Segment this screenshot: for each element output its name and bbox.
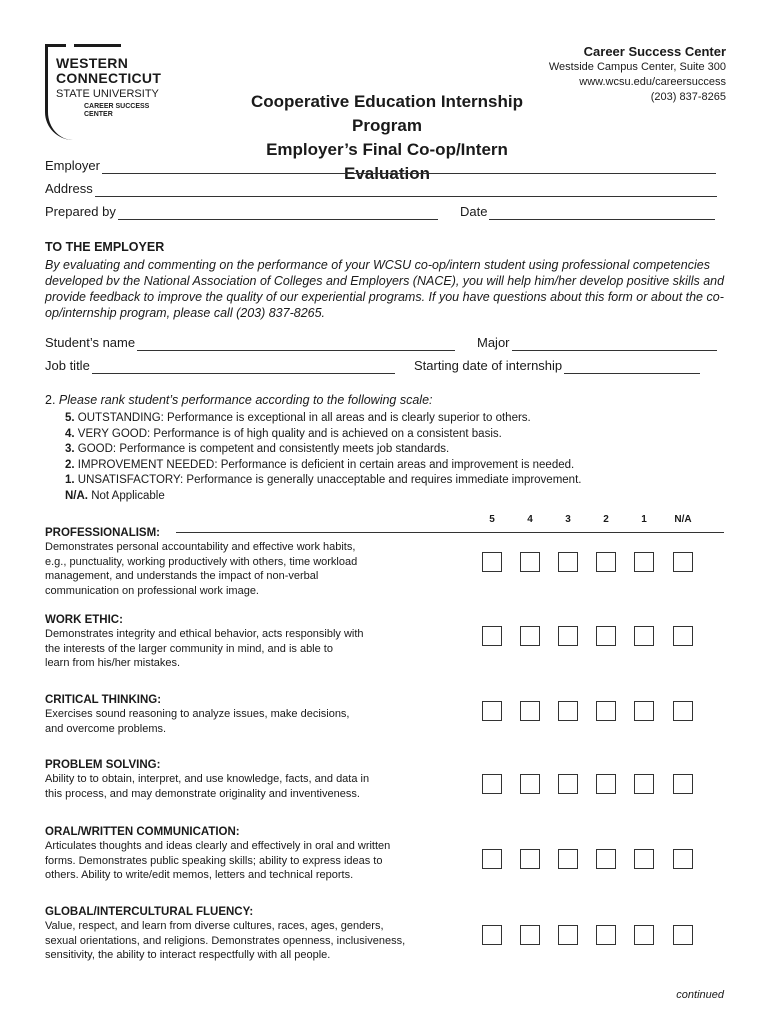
scale-code: 5. (65, 412, 75, 424)
category-problem-solving (45, 758, 475, 801)
rating-checkbox-1[interactable] (634, 774, 654, 794)
category-title: ORAL/WRITTEN COMMUNICATION: (45, 826, 240, 838)
rating-checkbox-2[interactable] (596, 626, 616, 646)
category-critical-thinking (45, 693, 475, 736)
contact-url[interactable]: www.wcsu.edu/careersuccess (579, 76, 726, 88)
rating-checkbox-3[interactable] (558, 552, 578, 572)
major-line[interactable] (512, 339, 717, 351)
category-work-ethic (45, 613, 475, 671)
category-desc-line: e.g., punctuality, working productively with others, time workload (45, 555, 358, 568)
category-desc-line: sexual orientations, and religions. Demonstrates openness, inclusiveness, (45, 934, 406, 947)
student-name-line[interactable] (137, 339, 455, 351)
rating-checkbox-3[interactable] (558, 626, 578, 646)
category-desc-line: sensitivity, the ability to interact respectfully with all people. (45, 949, 331, 961)
address-line[interactable] (95, 185, 717, 197)
category-title: CRITICAL THINKING: (45, 694, 162, 706)
ranking-instruction-text: Please rank student’s performance according to the following scale: (58, 393, 433, 407)
address-label: Address (45, 181, 93, 196)
category-desc-line: the interests of the larger community in mind, and is able to (45, 642, 333, 655)
rating-checkbox-na[interactable] (673, 925, 693, 945)
contact-block (549, 44, 726, 105)
rating-checkbox-na[interactable] (673, 626, 693, 646)
start-date-line[interactable] (564, 362, 700, 374)
contact-phone: (203) 837-8265 (650, 91, 726, 103)
rating-checkbox-3[interactable] (558, 774, 578, 794)
rating-checkbox-4[interactable] (520, 925, 540, 945)
category-title: PROFESSIONALISM: (45, 527, 161, 539)
category-title: PROBLEM SOLVING: (45, 759, 161, 771)
category-communication (45, 825, 475, 883)
rating-checkbox-5[interactable] (482, 626, 502, 646)
employer-line[interactable] (102, 162, 716, 174)
continued-label: continued (676, 989, 724, 1001)
rating-checkbox-2[interactable] (596, 849, 616, 869)
major-field[interactable] (477, 335, 717, 351)
prepared-by-field[interactable] (45, 204, 438, 220)
job-title-label: Job title (45, 358, 90, 373)
rating-checkbox-1[interactable] (634, 626, 654, 646)
category-desc-line: communication on professional work image. (45, 584, 259, 597)
rating-checkbox-2[interactable] (596, 925, 616, 945)
rating-checkbox-3[interactable] (558, 701, 578, 721)
rating-scale (65, 411, 581, 504)
category-desc-line: others. Ability to write/edit memos, letters and technical reports. (45, 869, 354, 881)
rating-checkbox-5[interactable] (482, 774, 502, 794)
rating-checkbox-na[interactable] (673, 701, 693, 721)
employer-label: Employer (45, 158, 100, 173)
category-desc-line: Value, respect, and learn from diverse cultures, races, ages, genders, (45, 920, 384, 932)
rating-checkbox-4[interactable] (520, 774, 540, 794)
category-desc-line: forms. Demonstrates public speaking skills; ability to express ideas to (45, 854, 383, 867)
column-heading-1: 1 (641, 514, 647, 525)
start-date-field[interactable] (414, 358, 700, 374)
logo-text-state-university: STATE UNIVERSITY (56, 88, 159, 100)
rating-checkbox-1[interactable] (634, 552, 654, 572)
employer-field[interactable] (45, 158, 716, 174)
scale-item (65, 427, 581, 443)
scale-text: IMPROVEMENT NEEDED: Performance is deficient in certain areas and improvement is needed. (77, 458, 575, 471)
rating-checkbox-na[interactable] (673, 849, 693, 869)
student-name-label: Student’s name (45, 335, 136, 350)
rating-checkbox-4[interactable] (520, 849, 540, 869)
date-field[interactable] (460, 204, 715, 220)
scale-text: VERY GOOD: Performance is of high quality and is achieved on a consistent basis. (77, 427, 502, 440)
scale-code: N/A. (65, 489, 88, 502)
ranking-number: 2. (45, 393, 56, 407)
scale-item (65, 473, 581, 489)
scale-code: 4. (65, 427, 75, 440)
rating-checkbox-1[interactable] (634, 849, 654, 869)
scale-item (65, 411, 581, 427)
start-date-label: Starting date of internship (414, 358, 563, 373)
category-professionalism (45, 526, 475, 598)
rating-checkbox-5[interactable] (482, 701, 502, 721)
rating-checkbox-5[interactable] (482, 849, 502, 869)
rating-checkbox-2[interactable] (596, 774, 616, 794)
rating-checkbox-2[interactable] (596, 701, 616, 721)
scale-text: GOOD: Performance is competent and consistently meets job standards. (77, 443, 450, 455)
rating-checkbox-3[interactable] (558, 925, 578, 945)
prepared-by-label: Prepared by (45, 204, 116, 219)
category-desc-line: Articulates thoughts and ideas clearly and effectively in oral and written (45, 840, 391, 852)
rating-checkbox-na[interactable] (673, 774, 693, 794)
scale-text: Not Applicable (91, 489, 165, 502)
logo-text-connecticut: CONNECTICUT (56, 70, 162, 86)
scale-text: OUTSTANDING: Performance is exceptional in all areas and is clearly superior to others. (77, 412, 531, 424)
title-line-1: Cooperative Education Internship Program (250, 92, 524, 135)
rating-checkbox-3[interactable] (558, 849, 578, 869)
category-desc-line: this process, and may demonstrate originality and inventiveness. (45, 787, 360, 800)
rating-checkbox-5[interactable] (482, 925, 502, 945)
rating-checkbox-2[interactable] (596, 552, 616, 572)
rating-checkbox-5[interactable] (482, 552, 502, 572)
title-line-2: Employer’s Final Co-op/Intern Evaluation (266, 140, 508, 183)
job-title-field[interactable] (45, 358, 395, 374)
logo-notch (66, 42, 74, 49)
category-desc-line: management, and understands the impact of non-verbal (45, 570, 319, 582)
rating-checkbox-4[interactable] (520, 626, 540, 646)
date-label: Date (460, 204, 488, 219)
category-global-fluency (45, 905, 475, 963)
rating-checkbox-na[interactable] (673, 552, 693, 572)
scale-code: 2. (65, 458, 75, 471)
category-desc-line: Demonstrates personal accountability and effective work habits, (45, 541, 356, 553)
scale-text: UNSATISFACTORY: Performance is generally unacceptable and requires immediate improvement. (77, 474, 582, 486)
contact-address: Westside Campus Center, Suite 300 (548, 61, 726, 73)
scale-code: 1. (65, 474, 75, 486)
column-heading-4: 4 (527, 514, 533, 525)
category-desc-line: and overcome problems. (45, 722, 167, 735)
scale-item (65, 489, 581, 505)
scale-item (65, 442, 581, 458)
date-line[interactable] (489, 208, 715, 220)
category-desc-line: Demonstrates integrity and ethical behavior, acts responsibly with (45, 628, 364, 640)
logo-text-western: WESTERN (56, 55, 129, 71)
to-employer-heading: TO THE EMPLOYER (45, 240, 165, 254)
ranking-instruction (45, 393, 433, 407)
scale-code: 3. (65, 443, 75, 455)
rating-checkbox-1[interactable] (634, 701, 654, 721)
job-title-line[interactable] (92, 362, 395, 374)
major-label: Major (477, 335, 510, 350)
logo-text-career-success: CAREER SUCCESS (84, 103, 150, 110)
category-desc-line: Exercises sound reasoning to analyze issues, make decisions, (45, 708, 350, 720)
column-heading-3: 3 (565, 514, 571, 525)
rating-checkbox-4[interactable] (520, 701, 540, 721)
column-heading-na: N/A (674, 514, 692, 525)
logo-text-center: CENTER (84, 111, 113, 118)
scale-item (65, 458, 581, 474)
category-title: GLOBAL/INTERCULTURAL FLUENCY: (45, 906, 254, 918)
column-heading-5: 5 (489, 514, 495, 525)
rating-checkbox-1[interactable] (634, 925, 654, 945)
category-desc-line: Ability to to obtain, interpret, and use knowledge, facts, and data in (45, 773, 370, 785)
category-title: WORK ETHIC: (45, 614, 123, 626)
intro-paragraph: By evaluating and commenting on the performance of your WCSU co-op/intern student using professional competencies developed bv the National Association of Colleges and Employers (NACE), you will help him/her develop positive skills and provide feedback to improve the quality of our experiential programs. If you have questions about this form or about the co-op/internship program, please call (203) 837-8265. (45, 258, 725, 320)
contact-name: Career Success Center (583, 44, 726, 59)
column-heading-2: 2 (603, 514, 609, 525)
prepared-by-line[interactable] (118, 208, 438, 220)
address-field[interactable] (45, 181, 717, 197)
student-name-field[interactable] (45, 335, 455, 351)
rating-checkbox-4[interactable] (520, 552, 540, 572)
category-desc-line: learn from his/her mistakes. (45, 657, 181, 669)
